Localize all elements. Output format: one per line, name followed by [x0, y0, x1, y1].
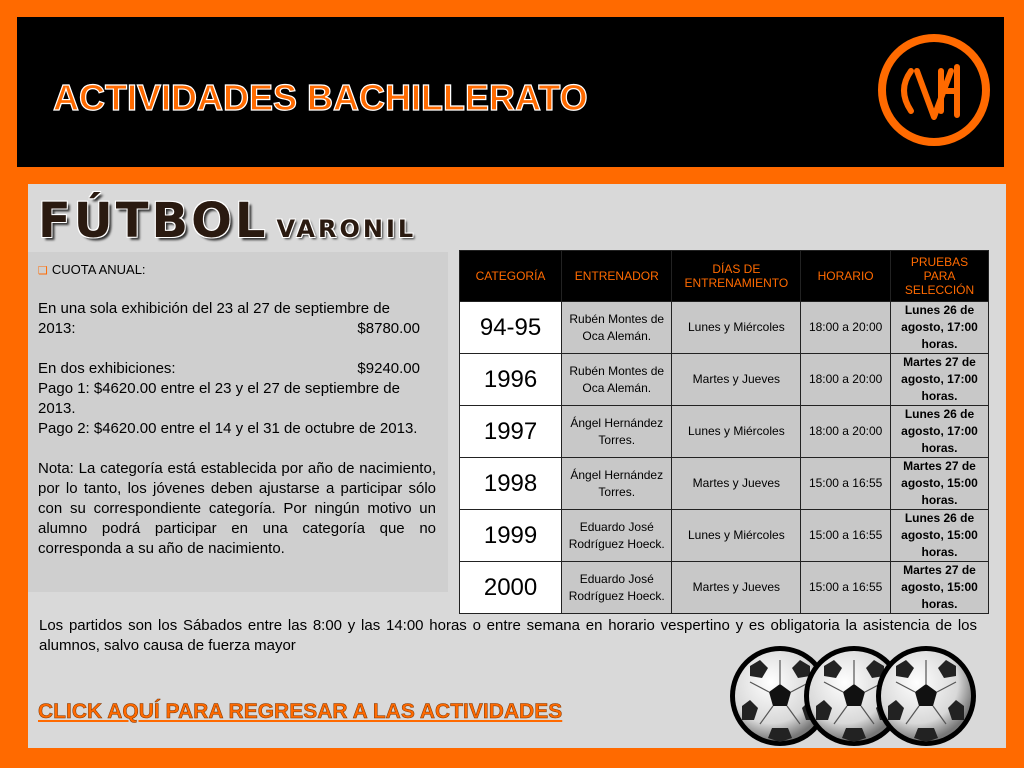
row-time: 18:00 a 20:00 — [801, 354, 891, 406]
row-coach: Rubén Montes de Oca Alemán. — [562, 302, 672, 354]
row-time: 18:00 a 20:00 — [801, 302, 891, 354]
header-category: CATEGORÍA — [460, 251, 562, 302]
fee-two-amount: $9240.00 — [357, 360, 420, 377]
fee-single-amount: $8780.00 — [357, 320, 420, 337]
row-coach: Eduardo José Rodríguez Hoeck. — [562, 562, 672, 614]
cvh-logo-icon — [875, 31, 993, 149]
row-category: 2000 — [460, 562, 562, 614]
fee-single-text: En una sola exhibición del 23 al 27 de septiembre de — [38, 300, 390, 317]
header-days: DÍAS DE ENTRENAMIENTO — [672, 251, 801, 302]
row-time: 15:00 a 16:55 — [801, 510, 891, 562]
sport-title — [38, 193, 416, 249]
sport-subtitle: VARONIL — [276, 215, 417, 243]
soccer-ball-icon — [728, 640, 978, 750]
fee-two-label: En dos exhibiciones: — [38, 360, 176, 377]
fee-payment-2: Pago 2: $4620.00 entre el 14 y el 31 de octubre de 2013. — [38, 420, 418, 437]
table-row — [460, 562, 989, 614]
fee-heading — [38, 260, 436, 281]
row-time: 18:00 a 20:00 — [801, 406, 891, 458]
row-coach: Rubén Montes de Oca Alemán. — [562, 354, 672, 406]
row-time: 15:00 a 16:55 — [801, 458, 891, 510]
row-days: Martes y Jueves — [672, 354, 801, 406]
header-time: HORARIO — [801, 251, 891, 302]
table-header-row — [460, 251, 989, 302]
row-days: Martes y Jueves — [672, 458, 801, 510]
header-tryouts: PRUEBAS PARA SELECCIÓN — [891, 251, 989, 302]
fee-single-year: 2013: — [38, 320, 76, 337]
table-row — [460, 406, 989, 458]
row-category: 1998 — [460, 458, 562, 510]
row-category: 1999 — [460, 510, 562, 562]
fee-payment-1: Pago 1: $4620.00 entre el 23 y el 27 de septiembre de 2013. — [38, 380, 400, 417]
row-coach: Ángel Hernández Torres. — [562, 458, 672, 510]
back-to-activities-link[interactable]: CLICK AQUÍ PARA REGRESAR A LAS ACTIVIDADES — [38, 700, 563, 723]
row-days: Lunes y Miércoles — [672, 302, 801, 354]
matches-info-text: Los partidos son los Sábados entre las 8:00 y las 14:00 horas o entre semana en horario vespertino y es obligatoria la asistencia de los alumnos, salvo causa de fuerza mayor — [39, 617, 977, 654]
table-row — [460, 302, 989, 354]
row-tryouts: Martes 27 de agosto, 15:00 horas. — [891, 562, 989, 614]
schedule-table — [459, 250, 989, 614]
fee-single-row — [38, 319, 436, 339]
fee-heading-label: CUOTA ANUAL: — [51, 262, 146, 277]
header-coach: ENTRENADOR — [562, 251, 672, 302]
row-days: Lunes y Miércoles — [672, 510, 801, 562]
row-tryouts: Martes 27 de agosto, 17:00 horas. — [891, 354, 989, 406]
sport-name: FÚTBOL — [38, 193, 269, 249]
table-row — [460, 510, 989, 562]
row-tryouts: Martes 27 de agosto, 15:00 horas. — [891, 458, 989, 510]
row-tryouts: Lunes 26 de agosto, 17:00 horas. — [891, 406, 989, 458]
fee-note: Nota: La categoría está establecida por año de nacimiento, por lo tanto, los jóvenes deben ajustarse a participar sólo con su correspondiente categoría. Por ningún motivo un alumno podrá participar en una categoría que no corresponda a su año de nacimiento. — [38, 460, 436, 557]
row-tryouts: Lunes 26 de agosto, 17:00 horas. — [891, 302, 989, 354]
table-row — [460, 354, 989, 406]
row-category: 1997 — [460, 406, 562, 458]
header-bar — [17, 17, 1004, 167]
row-category: 94-95 — [460, 302, 562, 354]
row-days: Lunes y Miércoles — [672, 406, 801, 458]
checkbox-bullet-icon: ❑ — [38, 265, 48, 277]
fee-box — [28, 252, 448, 592]
row-category: 1996 — [460, 354, 562, 406]
row-tryouts: Lunes 26 de agosto, 15:00 horas. — [891, 510, 989, 562]
row-coach: Eduardo José Rodríguez Hoeck. — [562, 510, 672, 562]
table-row — [460, 458, 989, 510]
row-time: 15:00 a 16:55 — [801, 562, 891, 614]
row-coach: Ángel Hernández Torres. — [562, 406, 672, 458]
row-days: Martes y Jueves — [672, 562, 801, 614]
fee-two-row — [38, 359, 436, 379]
page-title: ACTIVIDADES BACHILLERATO — [53, 77, 588, 118]
